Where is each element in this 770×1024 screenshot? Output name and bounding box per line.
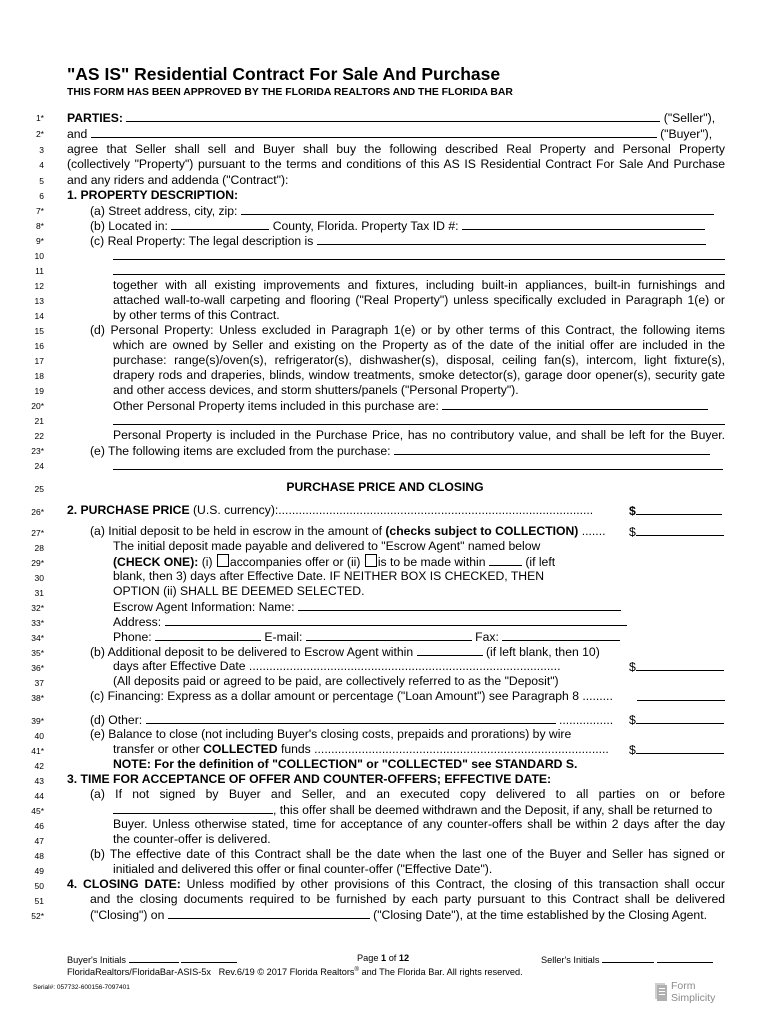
- street-address-field[interactable]: [241, 203, 714, 215]
- escrow-agent-name-line: [113, 599, 621, 615]
- made-within-label: is to be made within: [377, 555, 486, 569]
- page-label: Page: [357, 953, 382, 963]
- dollar-sign: $: [629, 743, 636, 757]
- body-line: drapery rods and draperies, blinds, window treatments, smoke detector(s), garage door opener(s), security gate: [113, 368, 725, 382]
- accompanies-offer-checkbox[interactable]: [217, 554, 229, 567]
- line-number: 13: [34, 296, 44, 306]
- line-number: 25: [34, 484, 44, 494]
- collected-label: COLLECTED: [203, 742, 278, 756]
- buyer-initials-field-2[interactable]: [181, 953, 237, 963]
- seller-initials-field-2[interactable]: [657, 953, 713, 963]
- excluded-items-line: [90, 443, 710, 459]
- line-number: 36*: [31, 663, 44, 673]
- line-number: 35*: [31, 648, 44, 658]
- line-number: 39*: [31, 716, 44, 726]
- body-line: OPTION (ii) SHALL BE DEEMED SELECTED.: [113, 584, 365, 598]
- form-id-copyright: [67, 967, 523, 977]
- line-number: 38*: [31, 693, 44, 703]
- balance-amount: [629, 742, 724, 758]
- sellers-initials-row: [541, 953, 713, 965]
- escrow-agent-name-label: Escrow Agent Information: Name:: [113, 600, 295, 614]
- body-line: (b) The effective date of this Contract shall be the date when the last one of the Buyer and Seller has signed or: [90, 847, 725, 861]
- page-of: of: [386, 953, 399, 963]
- line-number: 24: [34, 461, 44, 471]
- body-line: agree that Seller shall sell and Buyer shall buy the following described Real Property and Personal Property: [67, 142, 725, 156]
- line-number: 41*: [31, 746, 44, 756]
- accompanies-offer-label: accompanies offer or (ii): [229, 555, 364, 569]
- body-line: by other terms of this Contract.: [113, 308, 280, 322]
- option-i-label: (i): [198, 555, 216, 569]
- body-line: attached wall-to-wall carpeting and flooring ("Real Property") unless specifically excluded in Paragraph 1(e) or: [113, 293, 725, 307]
- phone-field[interactable]: [155, 629, 261, 641]
- escrow-contact-line: [113, 629, 620, 645]
- body-line: (collectively "Property") pursuant to the terms and conditions of this AS IS Residential Contract For Sale And Purchase: [67, 157, 725, 171]
- if-left-label: (if left: [525, 555, 556, 569]
- form-id: FloridaRealtors/FloridaBar-ASIS-5x: [67, 967, 211, 978]
- line-number: 8*: [35, 221, 44, 231]
- other-description-field[interactable]: [146, 712, 556, 724]
- dollar-sign: $: [629, 504, 636, 518]
- county-field[interactable]: [171, 218, 269, 230]
- dollar-sign: $: [629, 713, 636, 727]
- street-address-line: [90, 203, 714, 219]
- body-line: (d) Personal Property: Unless excluded in Paragraph 1(e) or by other terms of this Contract, the following items: [90, 323, 725, 337]
- buyers-initials-row: [67, 953, 237, 965]
- line-number: 11: [35, 266, 44, 276]
- line-number: 23*: [31, 446, 44, 456]
- dollar-sign: $: [629, 660, 636, 674]
- line-number: 1*: [35, 113, 44, 123]
- body-line: (All deposits paid or agreed to be paid, are collectively referred to as the "Deposit"): [113, 674, 559, 688]
- line-number: 18: [34, 371, 44, 381]
- if-left-blank-label: (if left blank, then 10): [485, 645, 600, 659]
- acceptance-deadline-line: [113, 802, 712, 818]
- withdrawn-text: , this offer shall be deemed withdrawn and the Deposit, if any, shall be returned to: [273, 803, 713, 817]
- line-number: 27*: [31, 528, 44, 538]
- line-number: 34*: [31, 633, 44, 643]
- closing-date-tag: ("Closing Date"), at the time established by the Closing Agent.: [373, 908, 707, 922]
- tax-id-field[interactable]: [462, 218, 705, 230]
- additional-deposit-amount: [629, 659, 724, 675]
- purchase-price-leader: (U.S. currency):.............................................................................................: [189, 503, 594, 517]
- acceptance-deadline-field[interactable]: [113, 802, 273, 814]
- collected-funds-line: [113, 742, 609, 757]
- line-number: 51: [34, 896, 44, 906]
- line-number: 37: [34, 678, 44, 688]
- seller-name-field[interactable]: [126, 110, 660, 122]
- approval-subtitle: THIS FORM HAS BEEN APPROVED BY THE FLORIDA REALTORS AND THE FLORIDA BAR: [67, 87, 513, 98]
- escrow-address-label: Address:: [113, 615, 162, 629]
- days-within-field[interactable]: [489, 554, 522, 566]
- body-line: and any riders and addenda ("Contract"):: [67, 173, 289, 187]
- initial-deposit-label: (a) Initial deposit to be held in escrow in the amount of: [90, 524, 386, 538]
- legal-description-line: [90, 233, 706, 249]
- purchase-price-line: [67, 503, 593, 518]
- line-number: 52*: [31, 911, 44, 921]
- collection-note: NOTE: For the definition of "COLLECTION" or "COLLECTED" see STANDARD S.: [113, 757, 578, 771]
- transfer-label: transfer or other: [113, 742, 204, 756]
- other-amount: [629, 712, 724, 728]
- additional-deposit-days-field[interactable]: [417, 644, 483, 656]
- line-number: 44: [34, 791, 44, 801]
- closing-date-field-line: [90, 907, 707, 923]
- line-number: 43: [34, 776, 44, 786]
- closing-text: Unless modified by other provisions of this Contract, the closing of this transaction shall occur: [180, 877, 725, 891]
- initial-deposit-line: [90, 524, 605, 539]
- legal-description-label: (c) Real Property: The legal description is: [90, 234, 314, 248]
- phone-label: Phone:: [113, 630, 152, 644]
- page-indicator: [357, 953, 409, 963]
- registered-mark: ®: [354, 967, 359, 973]
- street-address-label: (a) Street address, city, zip:: [90, 204, 238, 218]
- copyright-text-end: and The Florida Bar. All rights reserved.: [358, 967, 523, 978]
- check-one-line: [113, 554, 555, 570]
- fax-field[interactable]: [502, 629, 620, 641]
- body-line: blank, then 3) days after Effective Date. IF NEITHER BOX IS CHECKED, THEN: [113, 569, 545, 583]
- line-number: 31: [34, 588, 44, 598]
- other-personal-property-line: [113, 398, 708, 414]
- email-label: E-mail:: [264, 630, 303, 644]
- body-line: together with all existing improvements and fixtures, including built-in appliances, built-in furnishings and: [113, 278, 725, 292]
- section-heading-property-description: 1. PROPERTY DESCRIPTION:: [67, 188, 239, 202]
- line-number: 29*: [31, 558, 44, 568]
- legal-description-field[interactable]: [317, 233, 706, 245]
- line-number: 49: [34, 866, 44, 876]
- purchase-price-field[interactable]: [636, 503, 722, 515]
- body-line: and other access devices, and storm shutters/panels ("Personal Property").: [113, 383, 519, 397]
- line-number: 20*: [31, 401, 44, 411]
- body-line: (e) Balance to close (not including Buyer's closing costs, prepaids and prorations) by wire: [90, 727, 572, 741]
- seller-tag: ("Seller"),: [663, 111, 716, 125]
- purchase-price-amount: [629, 503, 722, 519]
- escrow-address-field[interactable]: [165, 614, 627, 626]
- body-line: Personal Property is included in the Purchase Price, has no contributory value, and shall be left for the Buyer.: [113, 428, 725, 442]
- line-number: 7*: [35, 206, 44, 216]
- additional-deposit-line: [90, 644, 600, 660]
- balance-field[interactable]: [636, 742, 724, 754]
- line-number: 9*: [35, 236, 44, 246]
- line-number: 4: [39, 160, 44, 170]
- leader-dots: funds .......................................................................................: [277, 742, 609, 756]
- body-line: (c) Financing: Express as a dollar amount or percentage ("Loan Amount") see Paragraph 8 .........: [90, 689, 613, 703]
- checks-subject-label: (checks subject to COLLECTION): [385, 524, 579, 538]
- other-personal-property-field[interactable]: [442, 398, 708, 410]
- closing-date-line: [67, 877, 725, 892]
- line-number: 6: [39, 191, 44, 201]
- section-heading-purchase-price-closing: PURCHASE PRICE AND CLOSING: [286, 480, 484, 494]
- line-number: 42: [34, 761, 44, 771]
- line-number: 12: [34, 281, 44, 291]
- excluded-items-field-2[interactable]: [113, 458, 723, 474]
- line-number: 48: [34, 851, 44, 861]
- line-number: 30: [34, 573, 44, 583]
- other-personal-property-label: Other Personal Property items included in this purchase are:: [113, 399, 439, 413]
- located-in-label: (b) Located in:: [90, 219, 168, 233]
- line-number: 14: [34, 311, 44, 321]
- other-label: (d) Other:: [90, 713, 143, 727]
- line-number: 32*: [31, 603, 44, 613]
- logo-line-1: Form: [671, 980, 696, 992]
- line-number: 26*: [31, 507, 44, 517]
- body-line: purchase: range(s)/oven(s), refrigerator(s), dishwasher(s), disposal, ceiling fan(s), intercom, light fixture(s),: [113, 353, 725, 367]
- logo-line-2: Simplicity: [671, 992, 716, 1004]
- page-title: "AS IS" Residential Contract For Sale And Purchase: [67, 64, 501, 84]
- check-one-label: (CHECK ONE):: [113, 555, 199, 569]
- escrow-agent-name-field[interactable]: [298, 599, 621, 611]
- line-number: 3: [39, 145, 44, 155]
- line-number: 21: [34, 416, 44, 426]
- serial-number: Serial#: 057732-600156-7097401: [33, 984, 130, 991]
- buyer-name-field[interactable]: [91, 126, 657, 138]
- document-stack-icon: [655, 983, 668, 1002]
- fax-label: Fax:: [475, 630, 499, 644]
- line-number: 33*: [31, 618, 44, 628]
- section-heading-acceptance: 3. TIME FOR ACCEPTANCE OF OFFER AND COUNTER-OFFERS; EFFECTIVE DATE:: [67, 772, 552, 786]
- line-number: 28: [34, 543, 44, 553]
- line-number: 16: [34, 341, 44, 351]
- email-field[interactable]: [306, 629, 472, 641]
- initial-deposit-amount: [629, 524, 724, 540]
- legal-description-field-2[interactable]: [113, 248, 725, 264]
- closing-on-label: ("Closing") on: [90, 908, 165, 922]
- logo-text: [671, 980, 715, 1004]
- purchase-price-label: 2. PURCHASE PRICE: [67, 503, 190, 517]
- other-personal-property-field-2[interactable]: [113, 413, 725, 429]
- line-number: 47: [34, 836, 44, 846]
- buyer-line: [67, 126, 712, 142]
- line-number: 45*: [31, 806, 44, 816]
- line-number: 40: [34, 731, 44, 741]
- closing-date-heading: 4. CLOSING DATE:: [67, 877, 181, 891]
- line-number: 46: [34, 821, 44, 831]
- body-line: and the closing documents required to be furnished by each party pursuant to this Contract shall be delivered: [90, 892, 725, 906]
- body-line: which are owned by Seller and existing on the Property as of the date of the initial offer are included in the: [113, 338, 725, 352]
- line-number: 17: [34, 356, 44, 366]
- page-total: 12: [398, 953, 410, 963]
- body-line: the counter-offer is delivered.: [113, 832, 271, 846]
- closing-date-field[interactable]: [168, 907, 370, 919]
- parties-label: PARTIES:: [67, 111, 123, 125]
- body-line: Buyer. Unless otherwise stated, time for acceptance of any counter-offers shall be within 2 days after the day: [113, 817, 725, 831]
- line-number: 10: [34, 251, 44, 261]
- seller-initials-field-1[interactable]: [602, 953, 654, 963]
- loan-amount-field[interactable]: [637, 689, 725, 705]
- copyright-text: Rev.6/19 © 2017 Florida Realtors: [218, 967, 355, 978]
- body-line: initialed and delivered this offer or final counter-offer ("Effective Date").: [113, 862, 493, 876]
- additional-deposit-label: (b) Additional deposit to be delivered to Escrow Agent within: [90, 645, 414, 659]
- sellers-initials-label: Seller's Initials: [541, 955, 600, 965]
- buyer-initials-field-1[interactable]: [129, 953, 179, 963]
- form-simplicity-logo: [655, 980, 727, 1008]
- additional-deposit-field[interactable]: [636, 659, 724, 671]
- parties-line: [67, 110, 715, 126]
- tax-id-label: County, Florida. Property Tax ID #:: [272, 219, 459, 233]
- excluded-items-label: (e) The following items are excluded from the purchase:: [90, 444, 391, 458]
- leader-dots: ................: [558, 713, 614, 727]
- other-amount-field[interactable]: [636, 712, 724, 724]
- excluded-items-field[interactable]: [394, 443, 710, 455]
- and-text: and: [67, 127, 88, 141]
- initial-deposit-field[interactable]: [636, 524, 724, 536]
- line-number: 15: [34, 326, 44, 336]
- legal-description-field-3[interactable]: [113, 263, 725, 279]
- buyers-initials-label: Buyer's Initials: [67, 955, 126, 965]
- other-line: [90, 712, 613, 728]
- dollar-sign: $: [629, 525, 636, 539]
- line-number: 19: [34, 386, 44, 396]
- made-within-checkbox[interactable]: [365, 554, 377, 567]
- leader-dots: .......: [578, 524, 606, 538]
- located-in-line: [90, 218, 705, 234]
- buyer-tag: ("Buyer"),: [660, 127, 713, 141]
- line-number: 2*: [35, 129, 44, 139]
- body-line: days after Effective Date ............................................................................................: [113, 659, 561, 673]
- escrow-address-line: [113, 614, 627, 630]
- line-number: 5: [39, 176, 44, 186]
- body-line: The initial deposit made payable and delivered to "Escrow Agent" named below: [113, 539, 541, 553]
- body-line: (a) If not signed by Buyer and Seller, and an executed copy delivered to all parties on or before: [90, 787, 725, 801]
- line-number: 22: [34, 431, 44, 441]
- line-number: 50: [34, 881, 44, 891]
- page-number: 1: [381, 953, 387, 963]
